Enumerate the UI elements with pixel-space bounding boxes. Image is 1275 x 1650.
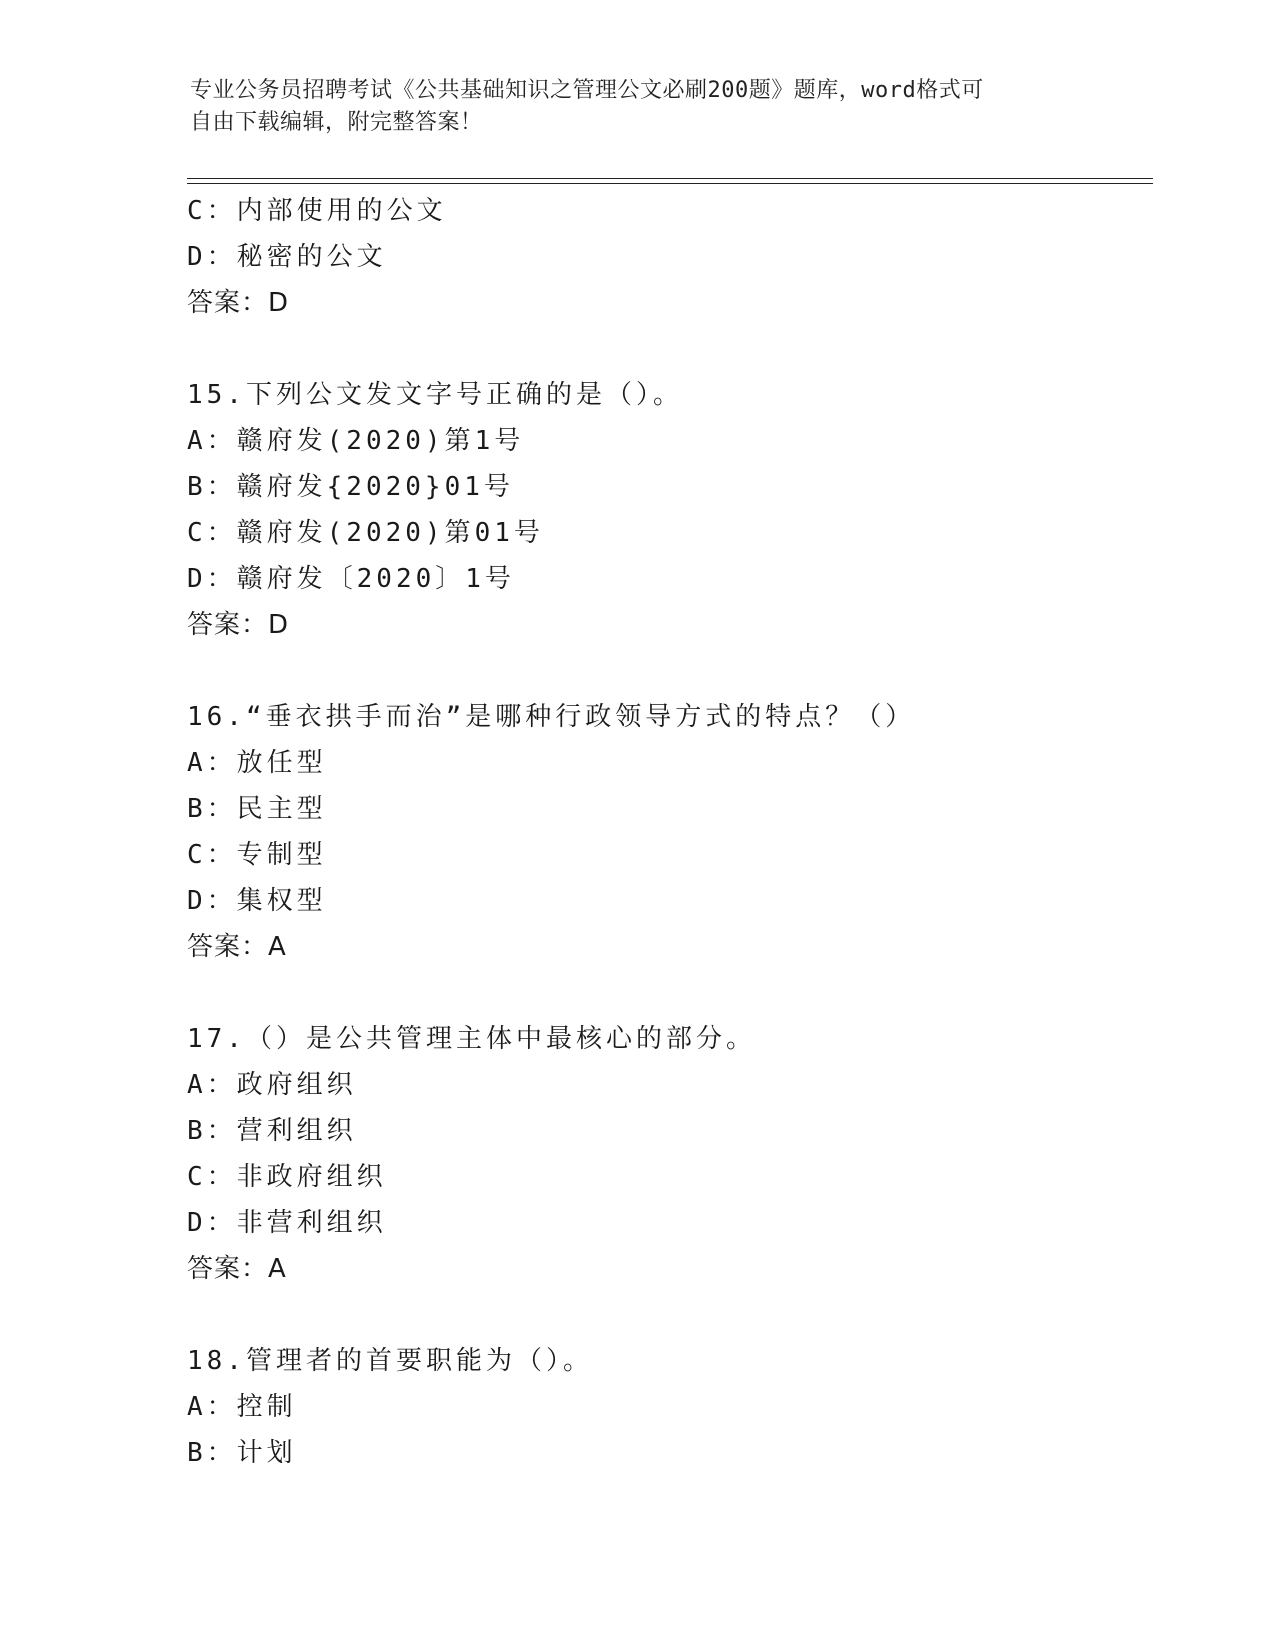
spacer bbox=[187, 648, 1147, 694]
option-a: A：政府组织 bbox=[187, 1070, 357, 1100]
option-c: C：专制型 bbox=[187, 840, 327, 870]
spacer bbox=[187, 970, 1147, 1016]
option-d: D：秘密的公文 bbox=[187, 242, 387, 272]
header-divider-bottom bbox=[187, 183, 1153, 184]
question-stem: 15.下列公文发文字号正确的是（）。 bbox=[187, 380, 683, 410]
header-title-line-2: 自由下载编辑，附完整答案！ bbox=[190, 110, 483, 135]
answer-line: 答案：A bbox=[187, 932, 287, 962]
answer-line: 答案：A bbox=[187, 1254, 287, 1284]
spacer bbox=[187, 1292, 1147, 1338]
answer-line: 答案：D bbox=[187, 288, 290, 318]
option-b: B：赣府发{2020}01号 bbox=[187, 472, 514, 502]
option-a: A：控制 bbox=[187, 1392, 297, 1422]
option-b: B：计划 bbox=[187, 1438, 297, 1468]
option-c: C：非政府组织 bbox=[187, 1162, 387, 1192]
option-c: C：赣府发(2020)第01号 bbox=[187, 518, 544, 548]
question-stem: 17.（）是公共管理主体中最核心的部分。 bbox=[187, 1024, 756, 1054]
spacer bbox=[187, 326, 1147, 372]
option-d: D：赣府发〔2020〕1号 bbox=[187, 564, 515, 594]
question-list bbox=[187, 188, 1147, 1476]
option-d: D：集权型 bbox=[187, 886, 327, 916]
option-c: C：内部使用的公文 bbox=[187, 196, 447, 226]
option-d: D：非营利组织 bbox=[187, 1208, 387, 1238]
option-a: A：赣府发(2020)第1号 bbox=[187, 426, 525, 456]
option-b: B：营利组织 bbox=[187, 1116, 357, 1146]
option-b: B：民主型 bbox=[187, 794, 327, 824]
header-divider-top bbox=[187, 178, 1153, 179]
question-stem: 16.“垂衣拱手而治”是哪种行政领导方式的特点？（） bbox=[187, 702, 916, 732]
document-header bbox=[190, 75, 1070, 139]
question-stem: 18.管理者的首要职能为（）。 bbox=[187, 1346, 593, 1376]
header-title-line-1: 专业公务员招聘考试《公共基础知识之管理公文必刷200题》题库，word格式可 bbox=[190, 78, 984, 103]
option-a: A：放任型 bbox=[187, 748, 327, 778]
answer-line: 答案：D bbox=[187, 610, 290, 640]
